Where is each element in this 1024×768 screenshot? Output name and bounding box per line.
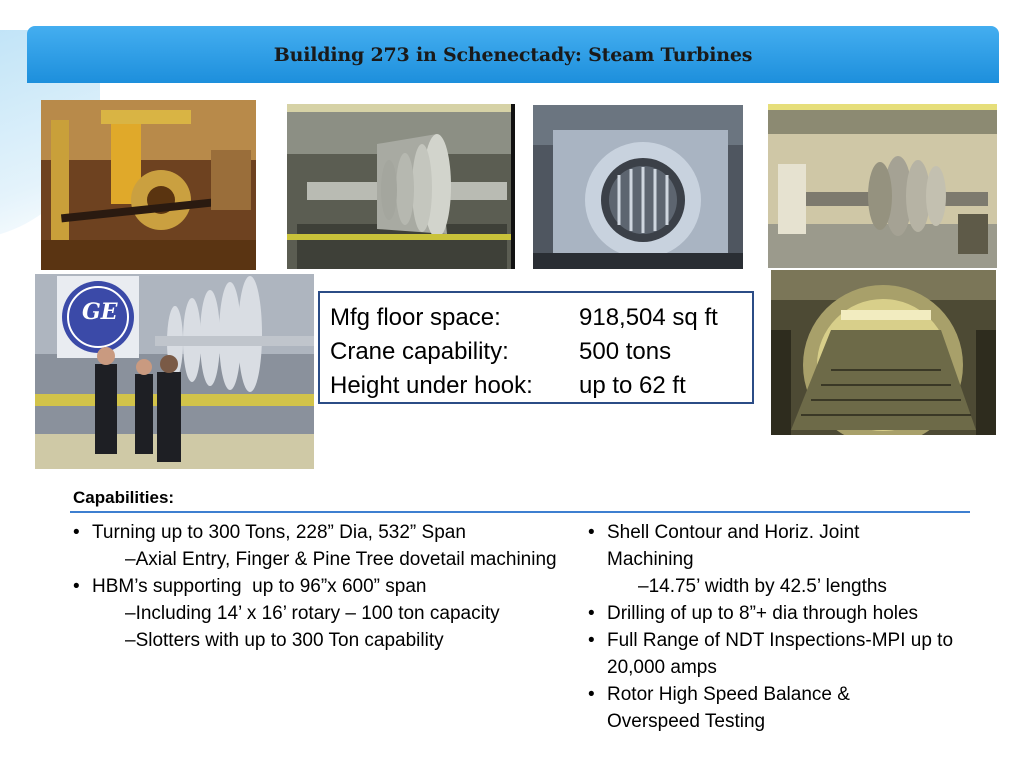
capability-subitem: –Slotters with up to 300 Ton capability: [125, 630, 444, 651]
title-bar: [27, 26, 999, 83]
spec-row-floor-space: [330, 301, 752, 335]
bullet-icon: •: [73, 522, 80, 543]
capability-text: HBM’s supporting up to 96”x 600” span: [92, 576, 427, 597]
spec-value: up to 62 ft: [579, 372, 686, 399]
list-item: [73, 573, 563, 600]
spec-label: Height under hook:: [330, 372, 533, 399]
capability-text: Turning up to 300 Tons, 228” Dia, 532” Span: [92, 522, 466, 543]
list-item: [588, 627, 1008, 681]
photo-test-bunker: [771, 270, 996, 435]
capability-subitem: –Including 14’ x 16’ rotary – 100 ton capacity: [125, 603, 500, 624]
list-item: [588, 600, 1008, 627]
spec-row-crane: [330, 335, 752, 369]
list-item: [73, 519, 563, 546]
bullet-icon: •: [588, 603, 595, 624]
bullet-icon: •: [588, 684, 595, 705]
capability-text: Drilling of up to 8”+ dia through holes: [607, 603, 919, 624]
specs-box: [318, 291, 754, 404]
capability-subitem: –Axial Entry, Finger & Pine Tree dovetail machining: [125, 549, 557, 570]
capabilities-left-column: [73, 519, 563, 654]
photo-visitors-ge-logo: [35, 274, 314, 469]
capability-subitem: –14.75’ width by 42.5’ lengths: [638, 576, 887, 597]
capability-text: Rotor High Speed Balance & Overspeed Testing: [607, 684, 850, 732]
capabilities-heading: Capabilities:: [73, 488, 175, 507]
spec-label: Crane capability:: [330, 338, 509, 365]
page-title: Building 273 in Schenectady: Steam Turbines: [273, 43, 753, 66]
list-item: [588, 681, 1008, 735]
spec-label: Mfg floor space:: [330, 304, 501, 331]
bullet-icon: •: [588, 630, 595, 651]
spec-value: 918,504 sq ft: [579, 304, 718, 331]
photo-turbine-assembly: [768, 104, 997, 268]
photo-robot-welding: [41, 100, 256, 270]
capability-text: Shell Contour and Horiz. Joint Machining: [607, 522, 860, 570]
spec-value: 500 tons: [579, 338, 672, 365]
list-item: [588, 519, 1008, 573]
bullet-icon: •: [73, 576, 80, 597]
bullet-icon: •: [588, 522, 595, 543]
capabilities-right-column: [588, 519, 1008, 735]
capability-text: Full Range of NDT Inspections-MPI up to 20,000 amps: [607, 630, 954, 678]
spec-row-hook-height: [330, 369, 752, 403]
capabilities-divider: [70, 511, 970, 513]
ge-logo-text: GE: [82, 299, 118, 325]
photo-turbine-shell: [533, 105, 743, 269]
photo-turbine-rotor: [287, 104, 515, 269]
